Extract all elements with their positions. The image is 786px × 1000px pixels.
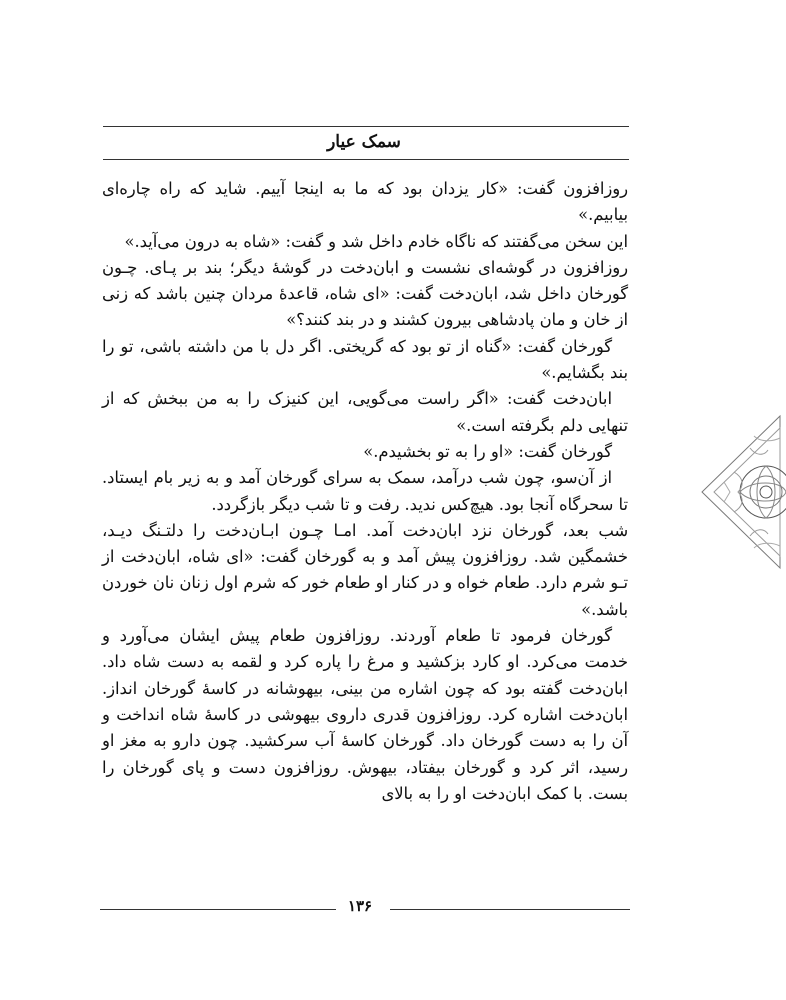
- paragraph: گورخان گفت: «گناه از تو بود که گریختی. اگر دل با من داشته باشی، تو را بند بگشایم.»: [102, 336, 628, 383]
- paragraph: گورخان گفت: «او را به تو بخشیدم.»: [363, 441, 612, 461]
- floral-ornament-svg: [694, 412, 786, 572]
- header-rule-bottom: [103, 159, 629, 160]
- footer-rule-left: [100, 909, 336, 910]
- paragraph: از آن‌سو، چون شب درآمد، سمک به سرای گورخان آمد و به زیر بام ایستاد. تا سحرگاه آنجا بود. هیچ‌کس ندید. رفت و تا شب دیگر بازگردد.: [102, 468, 628, 514]
- paragraph: این سخن می‌گفتند که ناگاه خادم داخل شد و گفت: «شاه به درون می‌آید.»: [124, 231, 628, 251]
- page-number: ۱۳۶: [347, 897, 373, 915]
- paragraph: ابان‌دخت گفت: «اگر راست می‌گویی، این کنیزک را به من ببخش که از تنهایی دلم بگرفته است.»: [102, 389, 628, 435]
- paragraph: روزافزون گفت: «کار یزدان بود که ما به اینجا آییم. شاید که راه چاره‌ای بیابیم.»: [102, 179, 628, 225]
- paragraph: شب بعد، گورخان نزد ابان‌دخت آمد. امـا چـون ابـان‌دخت را دلتـنگ دیـد، خشمگین شد. روزافزون پیش آمد و به گورخان گفت: «ای شاه، ابان‌دخت از تـو شرم دارد. طعام خواه و در کنار او طعام خور که شرم اول زنان نان خوردن باشد.»: [102, 520, 628, 619]
- paragraph: گورخان فرمود تا طعام آوردند. روزافزون طعام پیش ایشان می‌آورد و خدمت می‌کرد. او کارد بزکشید و مرغ را پاره کرد و لقمه به دست شاه داد. ابان‌دخت گفته بود که چون اشاره من بینی، بیهوشانه در کاسهٔ گورخان انداز. ابان‌دخت اشاره کرد. روزافزون قدری داروی بیهوشی در کاسهٔ شاه انداخت و آن را به دست گورخان داد. گورخان کاسهٔ آب سرکشید. چون دارو به مغز او رسید، اثر کرد و گورخان بیفتاد، بیهوش. روزافزون دست و پای گورخان را بست. با کمک ابان‌دخت او را به بالای: [102, 626, 628, 803]
- header-rule-top: [103, 126, 629, 127]
- floral-ornament-icon: [694, 412, 786, 572]
- footer-rule-right: [390, 909, 630, 910]
- running-header-title: سمک عیار: [327, 132, 401, 152]
- body-text: [102, 176, 628, 807]
- paragraph: روزافزون در گوشه‌ای نشست و ابان‌دخت در گوشهٔ دیگر؛ بند بر پـای. چـون گورخان داخل شد، ابان‌دخت گفت: «ای شاه، قاعدهٔ مردان چنین باشد که زنی از خان و مان پادشاهی بیرون کشند و در بند کنند؟»: [102, 257, 628, 330]
